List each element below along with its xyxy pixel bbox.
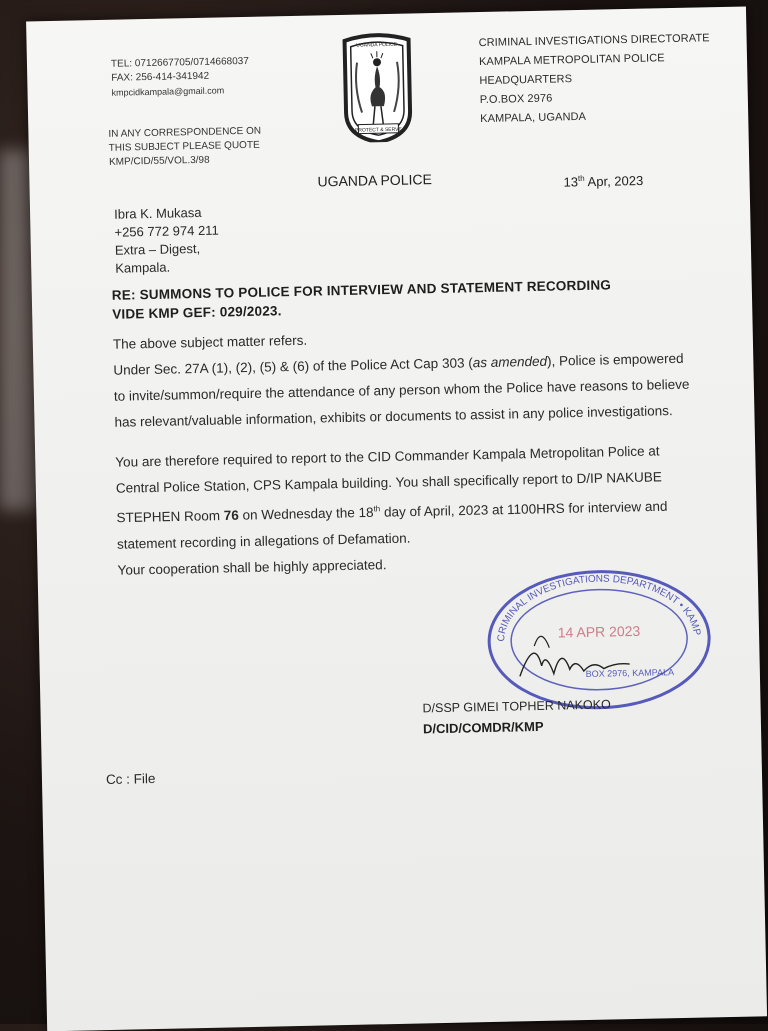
- contact-block: [111, 55, 250, 100]
- police-crest-logo: [336, 31, 418, 143]
- letter-date: 13th Apr, 2023: [563, 172, 644, 190]
- letter-page: [26, 6, 767, 1031]
- hq-line-3: HEADQUARTERS: [479, 73, 573, 88]
- svg-text:CRIMINAL INVESTIGATIONS DEPART: CRIMINAL INVESTIGATIONS DEPARTMENT • KAMPALA METROPOLITAN POLICE: [477, 562, 702, 642]
- hq-line-4: P.O.BOX 2976: [479, 92, 553, 107]
- letter-title: UGANDA POLICE: [317, 171, 433, 190]
- hq-line-2: KAMPALA METROPOLITAN POLICE: [478, 52, 665, 69]
- paragraph-4: Your cooperation shall be highly appreciated.: [117, 556, 387, 578]
- signatory-name: D/SSP GIMEI TOPHER NAKOKO: [422, 697, 611, 716]
- contact-email: kmpcidkampala@gmail.com: [111, 85, 225, 98]
- subject-line: [112, 273, 713, 324]
- recipient-name: Ibra K. Mukasa: [113, 204, 202, 222]
- reference-line-1: IN ANY CORRESPONDENCE ON: [108, 125, 262, 140]
- official-stamp: [478, 562, 721, 717]
- paragraph-1: The above subject matter refers.: [112, 332, 308, 352]
- svg-text:UGANDA POLICE: UGANDA POLICE: [356, 41, 398, 49]
- recipient-org: Extra – Digest,: [114, 240, 201, 258]
- signatory-title: D/CID/COMDR/KMP: [422, 718, 544, 737]
- contact-phone: TEL: 0712667705/0714668037: [110, 55, 249, 70]
- hq-line-1: CRIMINAL INVESTIGATIONS DIRECTORATE: [478, 32, 710, 50]
- stamp-date: 14 APR 2023: [557, 622, 641, 641]
- reference-note: [108, 125, 261, 170]
- svg-text:PROTECT & SERVE: PROTECT & SERVE: [354, 126, 402, 134]
- subject-line-2: VIDE KMP GEF: 029/2023.: [112, 303, 282, 322]
- recipient-city: Kampala.: [115, 259, 171, 276]
- hq-address: [478, 29, 711, 129]
- reference-line-2: THIS SUBJECT PLEASE QUOTE: [108, 139, 260, 154]
- reference-line-3: KMP/CID/55/VOL.3/98: [108, 154, 210, 168]
- hq-line-5: KAMPALA, UGANDA: [480, 110, 587, 126]
- recipient-block: [114, 204, 220, 278]
- stamp-box: BOX 2976, KAMPALA: [585, 667, 675, 679]
- subject-line-1: RE: SUMMONS TO POLICE FOR INTERVIEW AND STATEMENT RECORDING: [111, 277, 612, 303]
- letter-body: [113, 320, 698, 584]
- cc-line: Cc : File: [105, 770, 156, 788]
- paragraph-3: You are therefore required to report to the CID Commander Kampala Metropolitan Police at Central Police Station, CPS Kampala building. You shall specifically report to D/IP NAKUBE STEPHEN Room 76 on Wednesday the 18th day of April, 2023 at 1100HRS for interview and statement recording in allegations of Defamation.: [115, 443, 668, 552]
- paragraph-2: Under Sec. 27A (1), (2), (5) & (6) of the Police Act Cap 303 (as amended), Police is empowered to invite/summon/require the attendance of any person whom the Police have reasons to believe has relevant/valuable information, exhibits or documents to assist in any police investigations.: [113, 350, 690, 430]
- contact-fax: FAX: 256-414-341942: [111, 70, 210, 84]
- recipient-phone: +256 772 974 211: [114, 222, 219, 240]
